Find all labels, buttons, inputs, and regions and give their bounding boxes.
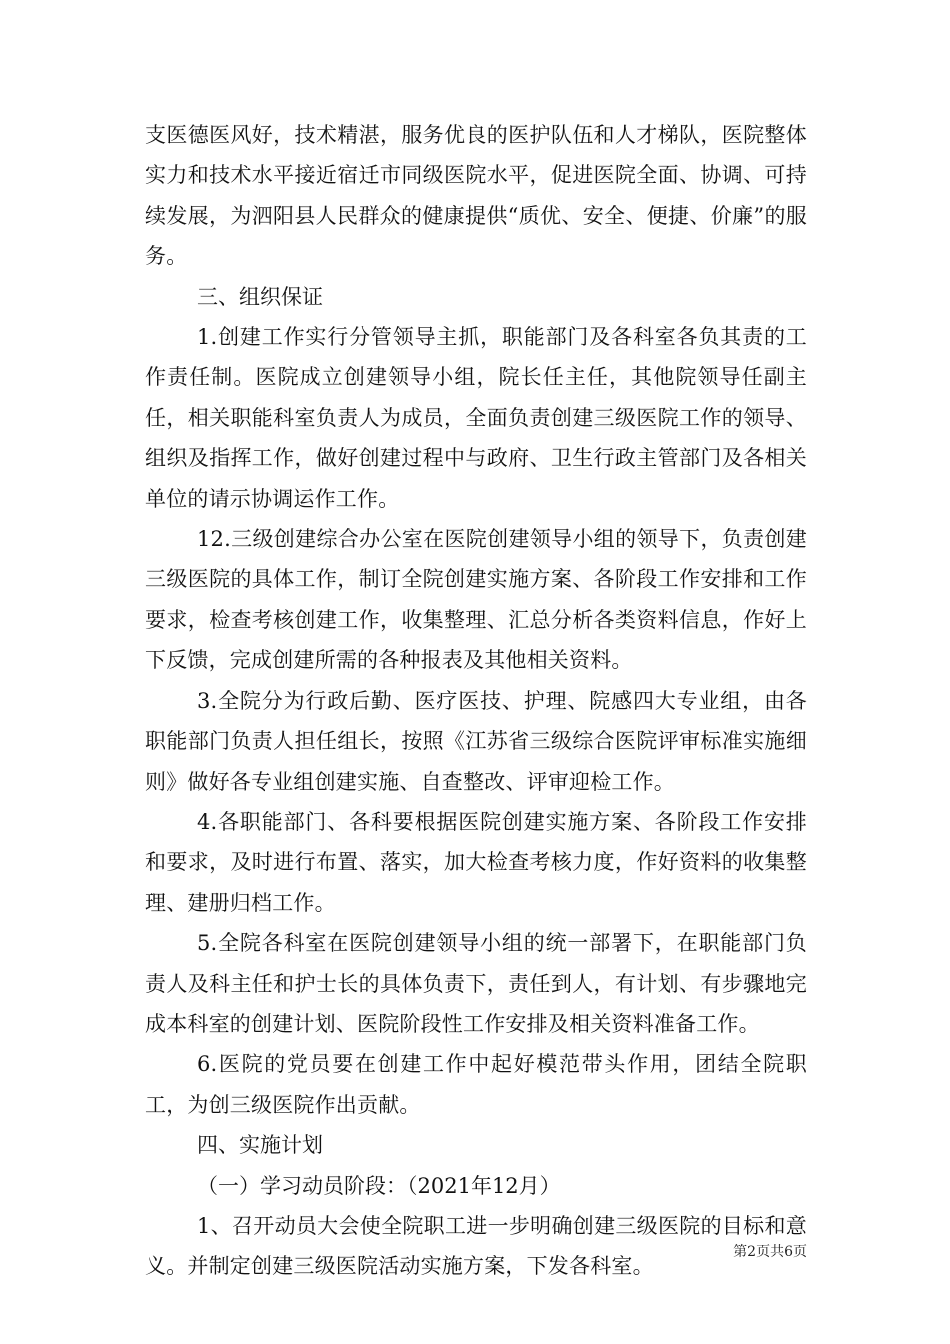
paragraph-intro-continued: 支医德医风好，技术精湛，服务优良的医护队伍和人才梯队，医院整体实力和技术水平接近宿迁市同级医院水平，促进医院全面、协调、可持续发展，为泗阳县人民群众的健康提供“质优、安全、便捷、价廉”的服务。 bbox=[145, 123, 807, 269]
paragraph-item-2: 12.三级创建综合办公室在医院创建领导小组的领导下，负责创建三级医院的具体工作，制订全院创建实施方案、各阶段工作安排和工作要求，检查考核创建工作，收集整理、汇总分析各类资料信息，作好上下反馈，完成创建所需的各种报表及其他相关资料。 bbox=[145, 527, 807, 673]
paragraph-item-3: 3.全院分为行政后勤、医疗医技、护理、院感四大专业组，由各职能部门负责人担任组长，按照《江苏省三级综合医院评审标准实施细则》做好各专业组创建实施、自查整改、评审迎检工作。 bbox=[145, 688, 807, 794]
section-heading-organization: 三、组织保证 bbox=[197, 284, 323, 309]
paragraph-item-5: 5.全院各科室在医院创建领导小组的统一部署下，在职能部门负责人及科主任和护士长的具体负责下，责任到人，有计划、有步骤地完成本科室的创建计划、医院阶段性工作安排及相关资料准备工作。 bbox=[145, 931, 807, 1036]
paragraph-item-4: 4.各职能部门、各科要根据医院创建实施方案、各阶段工作安排和要求，及时进行布置、落实，加大检查考核力度，作好资料的收集整理、建册归档工作。 bbox=[145, 809, 807, 915]
section-heading-plan: 四、实施计划 bbox=[197, 1133, 323, 1158]
paragraph-item-1: 1.创建工作实行分管领导主抓，职能部门及各科室各负其责的工作责任制。医院成立创建领导小组，院长任主任，其他院领导任副主任，相关职能科室负责人为成员，全面负责创建三级医院工作的领导、组织及指挥工作，做好创建过程中与政府、卫生行政主管部门及各相关单位的请示协调运作工作。 bbox=[145, 325, 807, 511]
page-number-footer: 第2页共6页 bbox=[733, 1244, 807, 1260]
document-body bbox=[145, 115, 807, 1287]
paragraph-item-6: 6.医院的党员要在创建工作中起好模范带头作用，团结全院职工，为创三级医院作出贡献。 bbox=[145, 1052, 807, 1117]
paragraph-mobilization-1: 1、召开动员大会使全院职工进一步明确创建三级医院的目标和意义。并制定创建三级医院活动实施方案，下发各科室。 bbox=[145, 1213, 807, 1279]
subsection-heading-mobilization: （一）学习动员阶段：（2021年12月） bbox=[197, 1173, 561, 1198]
